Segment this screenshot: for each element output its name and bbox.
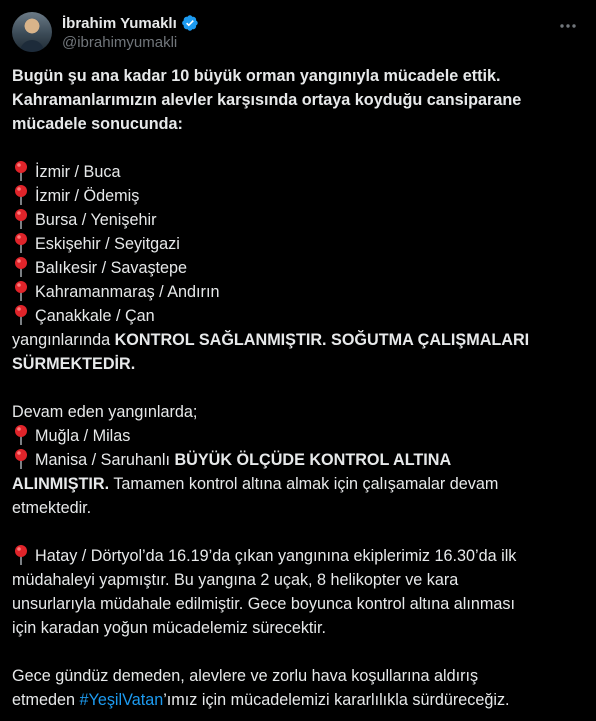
location-text: Çanakkale / Çan [35,307,155,325]
ongoing-status-line [12,472,578,496]
display-name-row [62,13,199,33]
round-pushpin-icon [12,160,30,182]
location-item [12,256,578,280]
hatay-text: Hatay / Dörtyol’da 16.19’da çıkan yangınına ekiplerimiz 16.30’da ilk [35,547,517,565]
location-item [12,280,578,304]
avatar[interactable] [12,12,52,52]
ongoing-status-bold: BÜYÜK ÖLÇÜDE KONTROL ALTINA [174,451,452,469]
round-pushpin-icon [12,208,30,230]
closing-line-2 [12,688,578,712]
location-text: Manisa / Saruhanlı [35,451,175,469]
hatay-line: unsurlarıyla müdahale edilmiştir. Gece boyunca kontrol altına alınması [12,595,515,613]
hashtag-link[interactable]: #YeşilVatan [79,691,164,709]
location-text: İzmir / Ödemiş [35,187,140,205]
ongoing-status-bold-2: ALINMIŞTIR. [12,475,110,493]
hatay-line: müdahaleyi yapmıştır. Bu yangına 2 uçak, 8 helikopter ve kara [12,571,459,589]
round-pushpin-icon [12,256,30,278]
round-pushpin-icon [12,424,30,446]
intro-line: Kahramanlarımızın alevler karşısında ortaya koyduğu cansiparane [12,91,522,109]
location-item [12,304,578,328]
hatay-line [12,544,578,568]
ongoing-status-rest: Tamamen kontrol altına almak için çalışamalar devam [109,475,499,493]
status-bold: KONTROL SAĞLANMIŞTIR. SOĞUTMA ÇALIŞMALARI [114,331,530,349]
controlled-status-line [12,328,578,352]
intro-line: mücadele sonucunda: [12,115,183,133]
display-name[interactable]: İbrahim Yumaklı [62,14,177,32]
closing-line: Gece gündüz demeden, alevlere ve zorlu hava koşullarına aldırış [12,667,479,685]
tweet-text [12,64,578,712]
verified-badge-icon [181,14,199,32]
closing-prefix: etmeden [12,691,80,709]
location-text: Eskişehir / Seyitgazi [35,235,180,253]
round-pushpin-icon [12,280,30,302]
round-pushpin-icon [12,448,30,470]
location-text: Balıkesir / Savaştepe [35,259,188,277]
closing-suffix: ’ımız için mücadelemizi kararlılıkla sürdüreceğiz. [163,691,510,709]
location-text: Bursa / Yenişehir [35,211,157,229]
status-prefix: yangınlarında [12,331,115,349]
ongoing-item [12,424,578,448]
location-text: Muğla / Milas [35,427,131,445]
ongoing-heading: Devam eden yangınlarda; [12,403,198,421]
location-item [12,208,578,232]
author-handle[interactable]: @ibrahimyumakli [62,34,178,51]
round-pushpin-icon [12,544,30,566]
location-text: İzmir / Buca [35,163,121,181]
hatay-line: için karadan yoğun mücadelemiz sürecektir. [12,619,327,637]
location-item [12,184,578,208]
round-pushpin-icon [12,232,30,254]
location-text: Kahramanmaraş / Andırın [35,283,220,301]
location-item [12,232,578,256]
tweet-header [12,10,584,54]
location-item [12,160,578,184]
controlled-status-line-2: SÜRMEKTEDİR. [12,355,136,373]
ongoing-item [12,448,578,472]
intro-line: Bugün şu ana kadar 10 büyük orman yangınıyla mücadele ettik. [12,67,501,85]
round-pushpin-icon [12,184,30,206]
round-pushpin-icon [12,304,30,326]
author-info [62,13,199,51]
more-options-icon[interactable] [556,14,580,38]
ongoing-status-line-2: etmektedir. [12,499,92,517]
